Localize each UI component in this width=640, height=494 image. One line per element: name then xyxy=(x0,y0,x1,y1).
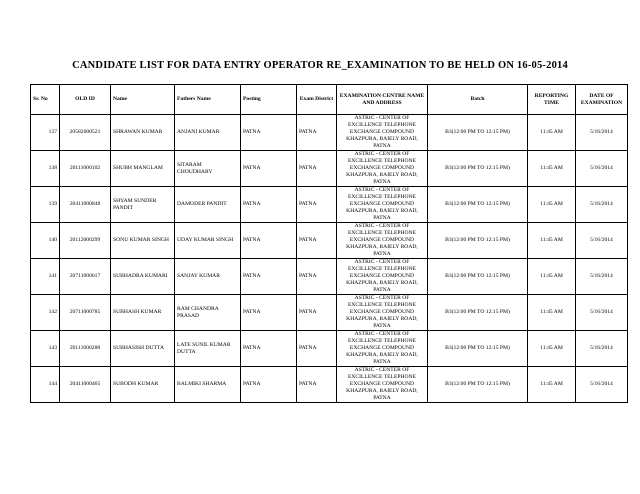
cell-batch: B3(12:00 PM TO 12:15 PM) xyxy=(428,331,528,367)
cell-reporting-time: 11:45 AM xyxy=(528,187,576,223)
cell-batch: B3(12:00 PM TO 12:15 PM) xyxy=(428,259,528,295)
col-header-old-id: OLD ID xyxy=(60,85,111,115)
cell-exam-centre: ASTRIC - CENTER OF EXCILLENCE TELEPHONE EXCHANGE COMPOUND KHAZPURA, BAIELY ROAD, PATNA xyxy=(337,151,428,187)
col-header-exam-centre: EXAMINATION CENTRE NAME AND ADDRESS xyxy=(337,85,428,115)
cell-batch: B3(12:00 PM TO 12:15 PM) xyxy=(428,223,528,259)
cell-old-id: 20112000299 xyxy=(60,223,111,259)
cell-exam-district: PATNA xyxy=(297,331,337,367)
cell-srno: 140 xyxy=(31,223,60,259)
col-header-name: Name xyxy=(111,85,175,115)
col-header-exam-date: DATE OF EXAMINATION xyxy=(576,85,628,115)
cell-old-id: 20111000102 xyxy=(60,151,111,187)
cell-old-id: 20711000785 xyxy=(60,295,111,331)
cell-exam-date: 5/16/2014 xyxy=(576,331,628,367)
cell-name: SUBHADRA KUMARI xyxy=(111,259,175,295)
cell-exam-date: 5/16/2014 xyxy=(576,151,628,187)
cell-fathers-name: ANJANI KUMAR xyxy=(175,115,241,151)
cell-exam-centre: ASTRIC - CENTER OF EXCILLENCE TELEPHONE EXCHANGE COMPOUND KHAZPURA, BAIELY ROAD, PATNA xyxy=(337,259,428,295)
cell-srno: 139 xyxy=(31,187,60,223)
table-row xyxy=(31,115,628,151)
cell-name: SHYAM SUNDER PANDIT xyxy=(111,187,175,223)
cell-reporting-time: 11:45 AM xyxy=(528,367,576,403)
table-row xyxy=(31,367,628,403)
table-row xyxy=(31,259,628,295)
table-row xyxy=(31,295,628,331)
cell-srno: 137 xyxy=(31,115,60,151)
col-header-exam-district: Exam District xyxy=(297,85,337,115)
cell-posting: PATNA xyxy=(241,295,297,331)
cell-exam-district: PATNA xyxy=(297,295,337,331)
cell-name: SUBHASH KUMAR xyxy=(111,295,175,331)
cell-exam-centre: ASTRIC - CENTER OF EXCILLENCE TELEPHONE EXCHANGE COMPOUND KHAZPURA, BAIELY ROAD, PATNA xyxy=(337,367,428,403)
cell-old-id: 20111000288 xyxy=(60,331,111,367)
cell-fathers-name: DAMODER PANDIT xyxy=(175,187,241,223)
cell-fathers-name: BALMIKI SHARMA xyxy=(175,367,241,403)
cell-exam-centre: ASTRIC - CENTER OF EXCILLENCE TELEPHONE EXCHANGE COMPOUND KHAZPURA, BAIELY ROAD, PATNA xyxy=(337,115,428,151)
cell-posting: PATNA xyxy=(241,331,297,367)
cell-srno: 142 xyxy=(31,295,60,331)
cell-fathers-name: SANJAY KUMAR xyxy=(175,259,241,295)
cell-posting: PATNA xyxy=(241,151,297,187)
cell-reporting-time: 11:45 AM xyxy=(528,295,576,331)
cell-old-id: 20411000848 xyxy=(60,187,111,223)
cell-exam-date: 5/16/2014 xyxy=(576,259,628,295)
table-row xyxy=(31,223,628,259)
cell-name: SONU KUMAR SINGH xyxy=(111,223,175,259)
cell-srno: 141 xyxy=(31,259,60,295)
cell-exam-district: PATNA xyxy=(297,223,337,259)
table-row xyxy=(31,151,628,187)
table-row xyxy=(31,187,628,223)
cell-fathers-name: SITARAM CHOUDHARY xyxy=(175,151,241,187)
col-header-batch: Batch xyxy=(428,85,528,115)
cell-fathers-name: UDAY KUMAR SINGH xyxy=(175,223,241,259)
cell-name: SHRAWAN KUMAR xyxy=(111,115,175,151)
page-title: CANDIDATE LIST FOR DATA ENTRY OPERATOR RE_EXAMINATION TO BE HELD ON 16-05-2014 xyxy=(72,60,568,71)
table-header-row xyxy=(31,85,628,115)
cell-fathers-name: RAM CHANDRA PRASAD xyxy=(175,295,241,331)
cell-batch: B3(12:00 PM TO 12:15 PM) xyxy=(428,151,528,187)
col-header-reporting-time: REPORTING TIME xyxy=(528,85,576,115)
cell-reporting-time: 11:45 AM xyxy=(528,223,576,259)
cell-name: SUBODH KUMAR xyxy=(111,367,175,403)
cell-exam-date: 5/16/2014 xyxy=(576,187,628,223)
candidate-table xyxy=(30,84,628,403)
cell-exam-district: PATNA xyxy=(297,367,337,403)
cell-reporting-time: 11:45 AM xyxy=(528,115,576,151)
col-header-fathers-name: Fathers Name xyxy=(175,85,241,115)
cell-exam-district: PATNA xyxy=(297,115,337,151)
col-header-srno: Sr. No xyxy=(31,85,60,115)
cell-posting: PATNA xyxy=(241,259,297,295)
cell-exam-date: 5/16/2014 xyxy=(576,223,628,259)
cell-name: SHUBH MANGLAM xyxy=(111,151,175,187)
cell-old-id: 20411000465 xyxy=(60,367,111,403)
cell-srno: 144 xyxy=(31,367,60,403)
cell-exam-date: 5/16/2014 xyxy=(576,367,628,403)
cell-old-id: 20582000521 xyxy=(60,115,111,151)
cell-exam-date: 5/16/2014 xyxy=(576,115,628,151)
table-row xyxy=(31,331,628,367)
cell-exam-district: PATNA xyxy=(297,187,337,223)
cell-reporting-time: 11:45 AM xyxy=(528,151,576,187)
cell-exam-date: 5/16/2014 xyxy=(576,295,628,331)
cell-batch: B3(12:00 PM TO 12:15 PM) xyxy=(428,187,528,223)
cell-posting: PATNA xyxy=(241,115,297,151)
cell-reporting-time: 11:45 AM xyxy=(528,259,576,295)
cell-exam-centre: ASTRIC - CENTER OF EXCILLENCE TELEPHONE EXCHANGE COMPOUND KHAZPURA, BAIELY ROAD, PATNA xyxy=(337,295,428,331)
cell-posting: PATNA xyxy=(241,187,297,223)
cell-exam-centre: ASTRIC - CENTER OF EXCILLENCE TELEPHONE EXCHANGE COMPOUND KHAZPURA, BAIELY ROAD, PATNA xyxy=(337,223,428,259)
cell-exam-district: PATNA xyxy=(297,151,337,187)
cell-batch: B3(12:00 PM TO 12:15 PM) xyxy=(428,367,528,403)
cell-srno: 143 xyxy=(31,331,60,367)
cell-name: SUBHASISH DUTTA xyxy=(111,331,175,367)
cell-batch: B3(12:00 PM TO 12:15 PM) xyxy=(428,295,528,331)
cell-srno: 138 xyxy=(31,151,60,187)
cell-old-id: 20711000617 xyxy=(60,259,111,295)
col-header-posting: Posting xyxy=(241,85,297,115)
cell-posting: PATNA xyxy=(241,367,297,403)
cell-fathers-name: LATE SUNIL KUMAR DUTTA xyxy=(175,331,241,367)
cell-exam-district: PATNA xyxy=(297,259,337,295)
cell-batch: B3(12:00 PM TO 12:15 PM) xyxy=(428,115,528,151)
cell-reporting-time: 11:45 AM xyxy=(528,331,576,367)
cell-exam-centre: ASTRIC - CENTER OF EXCILLENCE TELEPHONE EXCHANGE COMPOUND KHAZPURA, BAIELY ROAD, PATNA xyxy=(337,331,428,367)
cell-exam-centre: ASTRIC - CENTER OF EXCILLENCE TELEPHONE EXCHANGE COMPOUND KHAZPURA, BAIELY ROAD, PATNA xyxy=(337,187,428,223)
cell-posting: PATNA xyxy=(241,223,297,259)
